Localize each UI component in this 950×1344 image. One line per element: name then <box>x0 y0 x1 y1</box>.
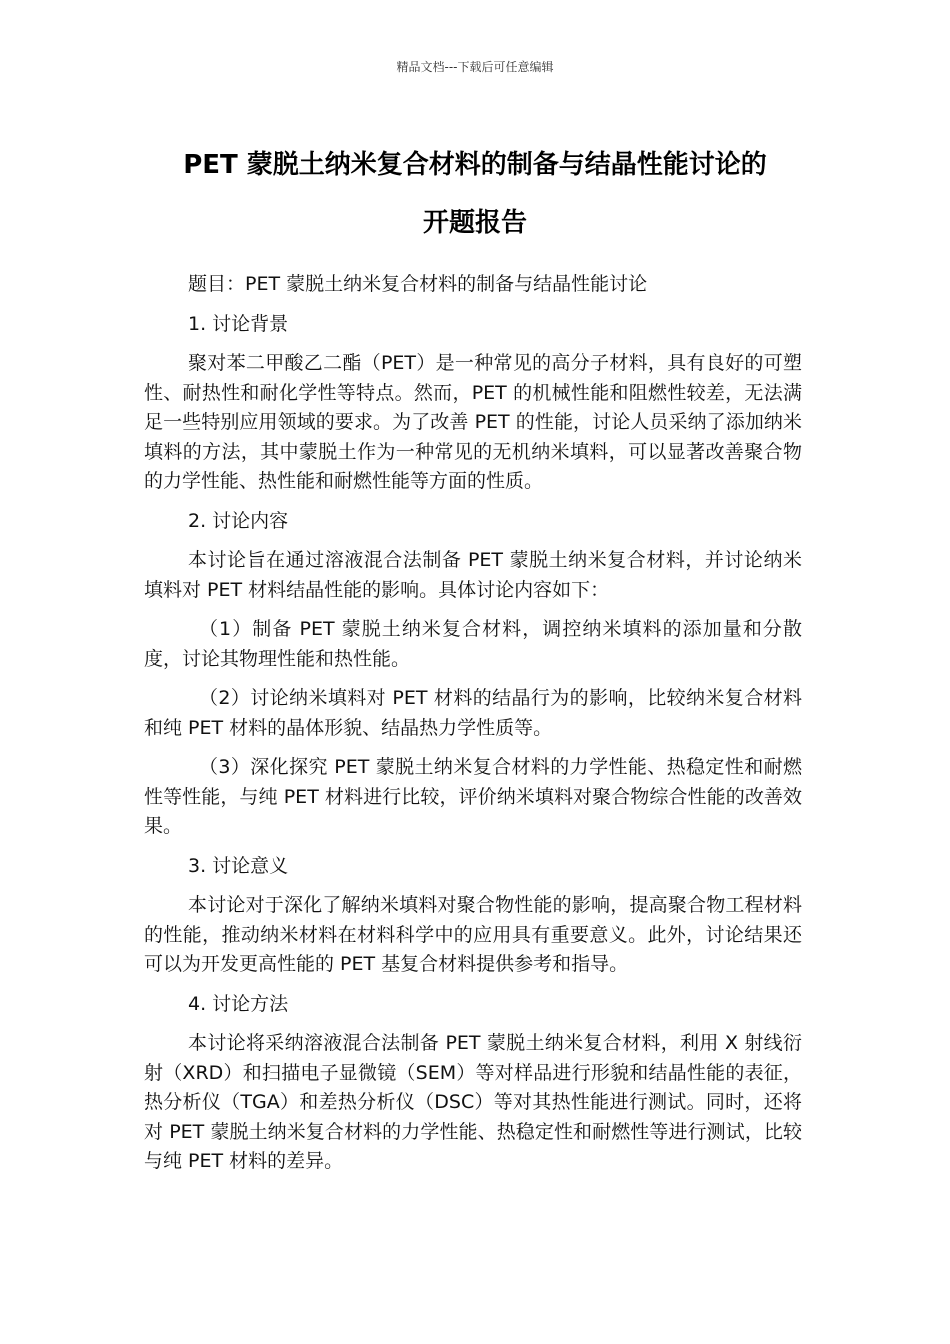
section-heading-significance: 3. 讨论意义 <box>188 854 289 877</box>
content-intro-paragraph: 本讨论旨在通过溶液混合法制备 PET 蒙脱土纳米复合材料，并讨论纳米填料对 PET 材料结晶性能的影响。具体讨论内容如下： <box>144 549 802 601</box>
title-line-1: PET 蒙脱土纳米复合材料的制备与结晶性能讨论的 <box>183 150 767 180</box>
title-line-2: 开题报告 <box>422 208 527 238</box>
background-paragraph: 聚对苯二甲酸乙二酯（PET）是一种常见的高分子材料，具有良好的可塑性、耐热性和耐化学性等特点。然而，PET 的机械性能和阻燃性较差，无法满足一些特别应用领域的要求。为了改善 PET 的性能，讨论人员采纳了添加纳米填料的方法，其中蒙脱土作为一种常见的无机纳米填料，可以显著改善聚合物的力学性能、热性能和耐燃性能等方面的性质。 <box>144 352 802 492</box>
section-heading-method: 4. 讨论方法 <box>188 992 289 1015</box>
content-item-3: （3）深化探究 PET 蒙脱土纳米复合材料的力学性能、热稳定性和耐燃性等性能，与纯 PET 材料进行比较，评价纳米填料对聚合物综合性能的改善效果。 <box>144 756 802 837</box>
section-heading-background: 1. 讨论背景 <box>188 312 289 335</box>
header-note: 精品文档---下载后可任意编辑 <box>396 60 554 74</box>
content-item-2: （2）讨论纳米填料对 PET 材料的结晶行为的影响，比较纳米复合材料和纯 PET 材料的晶体形貌、结晶热力学性质等。 <box>144 687 802 739</box>
document-title <box>140 136 810 252</box>
document-body <box>144 270 802 1187</box>
section-heading-content: 2. 讨论内容 <box>188 509 289 532</box>
method-paragraph: 本讨论将采纳溶液混合法制备 PET 蒙脱土纳米复合材料，利用 X 射线衍射（XRD）和扫描电子显微镜（SEM）等对样品进行形貌和结晶性能的表征，热分析仪（TGA）和差热分析仪（DSC）等对其热性能进行测试。同时，还将对 PET 蒙脱土纳米复合材料的力学性能、热稳定性和耐燃性等进行测试，比较与纯 PET 材料的差异。 <box>144 1032 802 1172</box>
topic-line: 题目：PET 蒙脱土纳米复合材料的制备与结晶性能讨论 <box>188 273 648 295</box>
significance-paragraph: 本讨论对于深化了解纳米填料对聚合物性能的影响，提高聚合物工程材料的性能，推动纳米材料在材料科学中的应用具有重要意义。此外，讨论结果还可以为开发更高性能的 PET 基复合材料提供参考和指导。 <box>144 894 802 975</box>
content-item-1: （1）制备 PET 蒙脱土纳米复合材料，调控纳米填料的添加量和分散度，讨论其物理性能和热性能。 <box>144 618 802 670</box>
